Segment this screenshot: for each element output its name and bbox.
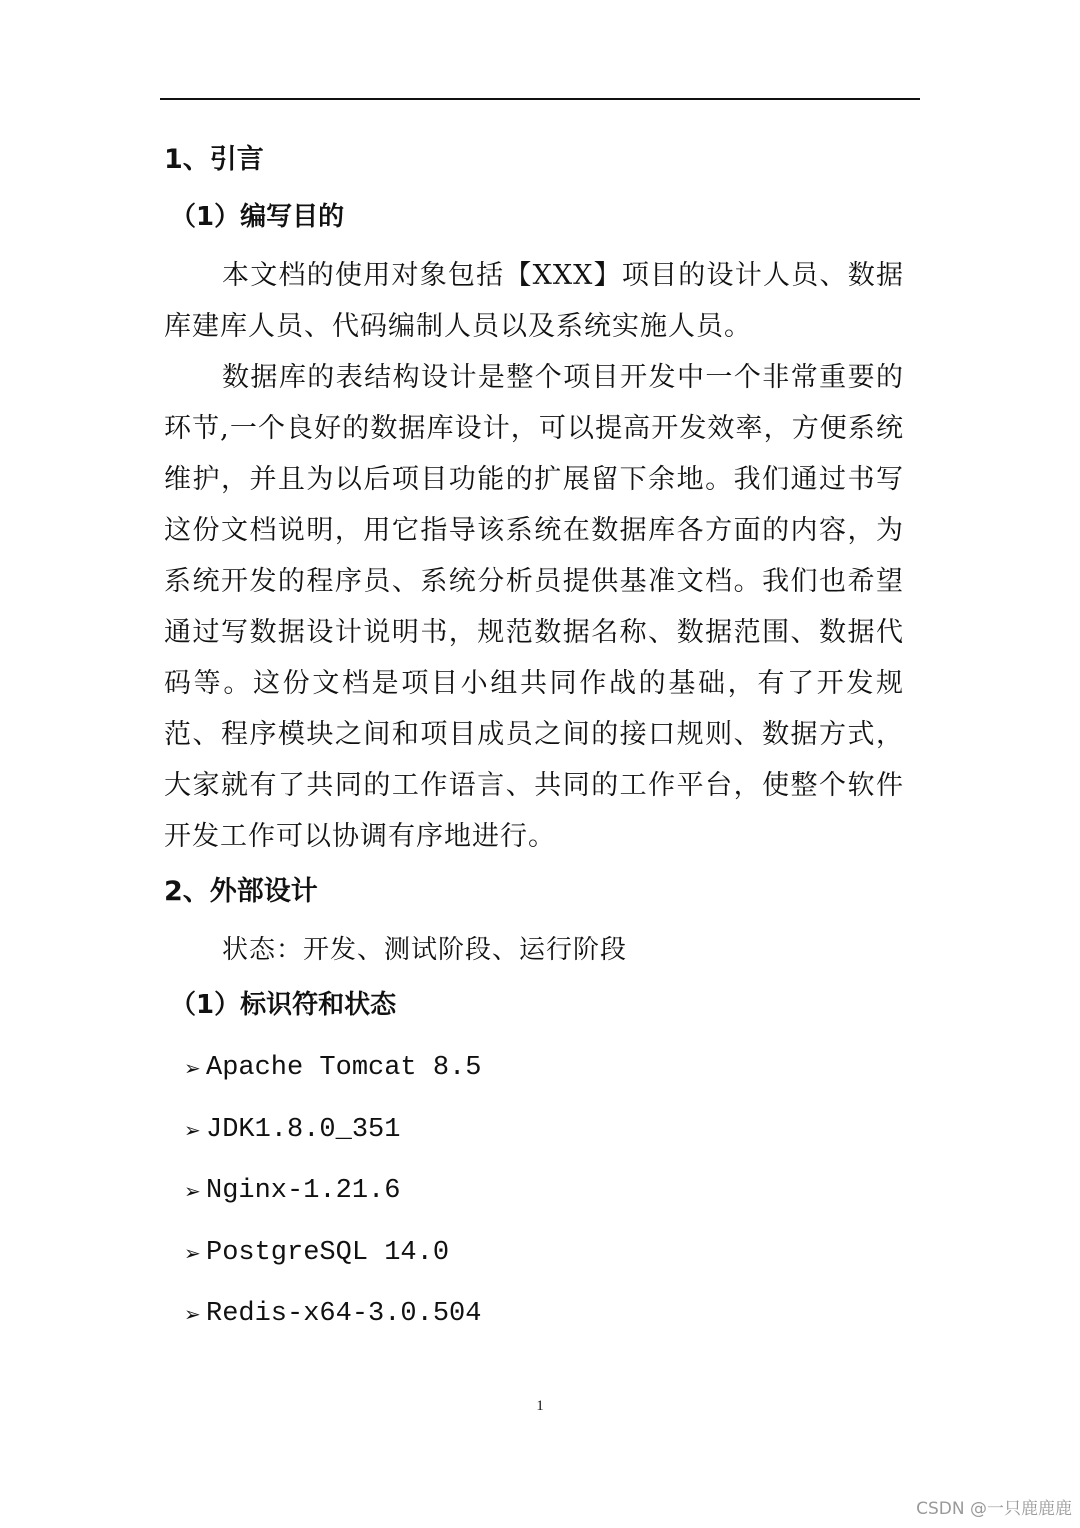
list-item-text: Apache Tomcat 8.5 — [206, 1053, 482, 1083]
page-number: 1 — [536, 1398, 544, 1414]
section-2-subtitle: （1）标识符和状态 — [170, 990, 397, 1020]
arrow-bullet-icon: ➢ — [184, 1302, 201, 1326]
list-item-text: Redis-x64-3.0.504 — [206, 1299, 482, 1329]
list-item — [184, 1284, 904, 1346]
paragraph-purpose: 数据库的表结构设计是整个项目开发中一个非常重要的环节,一个良好的数据库设计，可以提高开发效率，方便系统维护，并且为以后项目功能的扩展留下余地。我们通过书写这份文档说明，用它指导该系统在数据库各方面的内容，为系统开发的程序员、系统分析员提供基准文档。我们也希望通过写数据设计说明书，规范数据名称、数据范围、数据代码等。这份文档是项目小组共同作战的基础，有了开发规范、程序模块之间和项目成员之间的接口规则、数据方式，大家就有了共同的工作语言、共同的工作平台，使整个软件开发工作可以协调有序地进行。 — [164, 362, 904, 852]
arrow-bullet-icon: ➢ — [184, 1240, 201, 1265]
document-body — [164, 130, 904, 1346]
list-item — [184, 1223, 904, 1285]
list-item — [184, 1038, 904, 1100]
section-2-title: 2、外部设计 — [164, 876, 318, 907]
arrow-bullet-icon: ➢ — [184, 1056, 201, 1080]
section-1-subtitle: （1）编写目的 — [170, 202, 345, 232]
watermark: CSDN @一只鹿鹿鹿 — [916, 1499, 1072, 1519]
paragraph-audience: 本文档的使用对象包括【XXX】项目的设计人员、数据库建库人员、代码编制人员以及系统实施人员。 — [164, 260, 904, 342]
list-item-text: PostgreSQL 14.0 — [206, 1237, 450, 1268]
status-line: 状态：开发、测试阶段、运行阶段 — [222, 935, 628, 965]
header-rule — [160, 98, 920, 100]
arrow-bullet-icon: ➢ — [184, 1117, 201, 1142]
list-item-text: Nginx-1.21.6 — [206, 1176, 401, 1206]
list-item — [184, 1100, 904, 1162]
software-list — [184, 1038, 904, 1346]
list-item-text: JDK1.8.0_351 — [206, 1114, 401, 1145]
section-1-title: 1、引言 — [164, 144, 264, 175]
arrow-bullet-icon: ➢ — [184, 1179, 201, 1203]
list-item — [184, 1161, 904, 1223]
